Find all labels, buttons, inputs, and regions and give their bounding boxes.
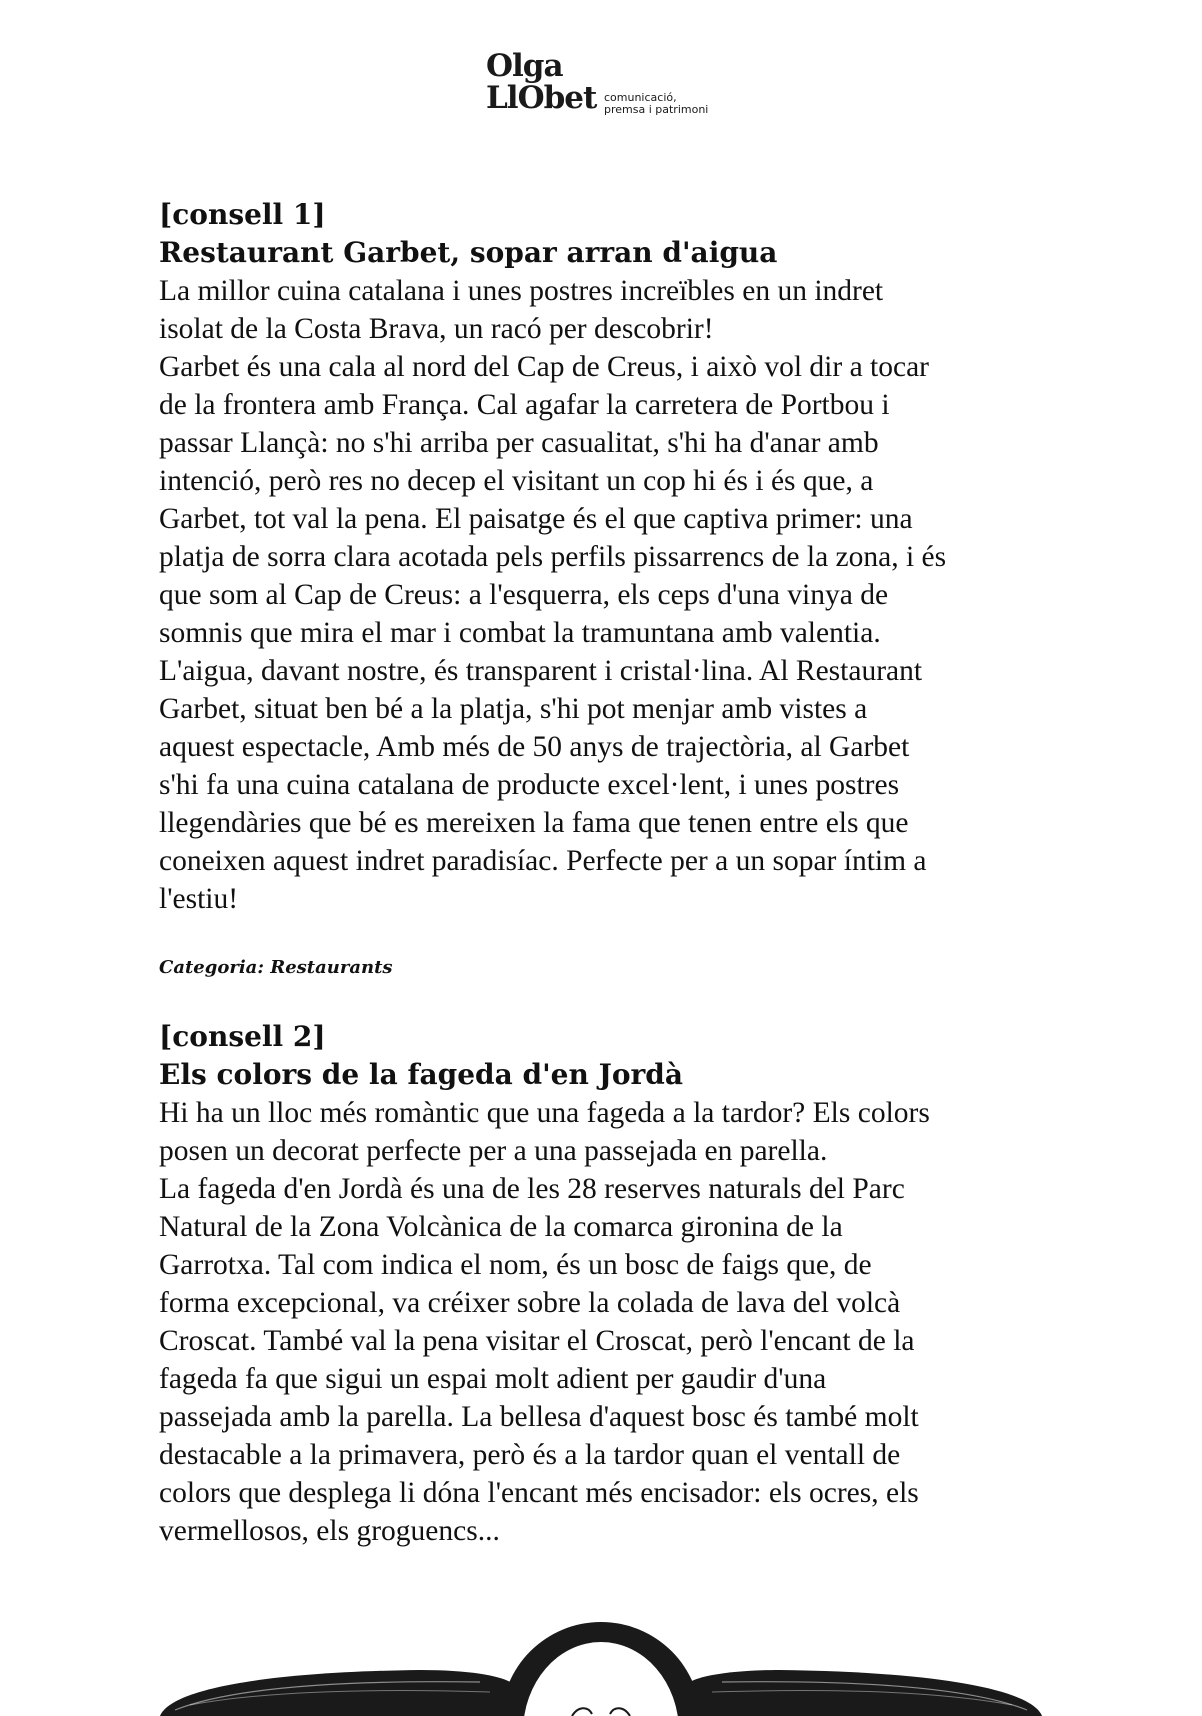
tip-line: aquest espectacle, Amb més de 50 anys de trajectòria, al Garbet bbox=[159, 731, 910, 763]
tip-line: somnis que mira el mar i combat la tramuntana amb valentia. bbox=[159, 617, 881, 649]
tip-title: Els colors de la fageda d'en Jordà bbox=[159, 1058, 683, 1091]
tip-line: Garrotxa. Tal com indica el nom, és un bosc de faigs que, de bbox=[159, 1249, 872, 1281]
tip-label: [consell 2] bbox=[159, 1020, 326, 1053]
tip-line: Natural de la Zona Volcànica de la comarca gironina de la bbox=[159, 1211, 843, 1243]
tip-line: de la frontera amb França. Cal agafar la carretera de Portbou i bbox=[159, 389, 890, 421]
logo-line-1: Olga bbox=[486, 48, 563, 84]
tip-line: que som al Cap de Creus: a l'esquerra, els ceps d'una vinya de bbox=[159, 579, 889, 611]
tip-line: destacable a la primavera, però és a la tardor quan el ventall de bbox=[159, 1439, 901, 1471]
tip-line: passar Llançà: no s'hi arriba per casualitat, s'hi ha d'anar amb bbox=[159, 427, 879, 459]
tip-category: Categoria: Restaurants bbox=[159, 957, 393, 978]
tip-line: Croscat. També val la pena visitar el Croscat, però l'encant de la bbox=[159, 1325, 915, 1357]
tip-line: La millor cuina catalana i unes postres increïbles en un indret bbox=[159, 275, 884, 307]
logo-tagline-line-1: comunicació, bbox=[604, 91, 677, 104]
tip-2 bbox=[159, 1018, 1049, 1550]
logo-tagline bbox=[604, 92, 708, 116]
tip-line: l'estiu! bbox=[159, 883, 239, 915]
tip-line: intenció, però res no decep el visitant un cop hi és i és que, a bbox=[159, 465, 874, 497]
tip-line: fageda fa que sigui un espai molt adient per gaudir d'una bbox=[159, 1363, 827, 1395]
logo-line-2: LlObet bbox=[486, 80, 597, 116]
tip-line: posen un decorat perfecte per a una passejada en parella. bbox=[159, 1135, 828, 1167]
tip-line: La fageda d'en Jordà és una de les 28 reserves naturals del Parc bbox=[159, 1173, 905, 1205]
tip-line: llegendàries que bé es mereixen la fama que tenen entre els que bbox=[159, 807, 909, 839]
tip-line: Garbet és una cala al nord del Cap de Creus, i això vol dir a tocar bbox=[159, 351, 929, 383]
tip-line: passejada amb la parella. La bellesa d'aquest bosc és també molt bbox=[159, 1401, 919, 1433]
logo-tagline-line-2: premsa i patrimoni bbox=[604, 103, 709, 116]
olga-llobet-logo bbox=[486, 48, 726, 118]
document-body bbox=[159, 196, 1049, 1550]
tip-line: vermellosos, els groguencs... bbox=[159, 1515, 500, 1547]
tip-line: colors que desplega li dóna l'encant més encisador: els ocres, els bbox=[159, 1477, 919, 1509]
tip-line: forma excepcional, va créixer sobre la colada de lava del volcà bbox=[159, 1287, 901, 1319]
tip-line: Garbet, situat ben bé a la platja, s'hi pot menjar amb vistes a bbox=[159, 693, 868, 725]
tip-line: L'aigua, davant nostre, és transparent i cristal·lina. Al Restaurant bbox=[159, 655, 923, 687]
tip-1 bbox=[159, 196, 1049, 980]
tip-line: s'hi fa una cuina catalana de producte excel·lent, i unes postres bbox=[159, 769, 900, 801]
tip-line: coneixen aquest indret paradisíac. Perfecte per a un sopar íntim a bbox=[159, 845, 927, 877]
tip-title: Restaurant Garbet, sopar arran d'aigua bbox=[159, 236, 778, 269]
tip-line: Hi ha un lloc més romàntic que una fageda a la tardor? Els colors bbox=[159, 1097, 930, 1129]
tip-label: [consell 1] bbox=[159, 198, 326, 231]
tip-line: platja de sorra clara acotada pels perfils pissarrencs de la zona, i és bbox=[159, 541, 947, 573]
tip-line: Garbet, tot val la pena. El paisatge és el que captiva primer: una bbox=[159, 503, 913, 535]
decorative-illustration bbox=[0, 1610, 1202, 1716]
tip-line: isolat de la Costa Brava, un racó per descobrir! bbox=[159, 313, 714, 345]
